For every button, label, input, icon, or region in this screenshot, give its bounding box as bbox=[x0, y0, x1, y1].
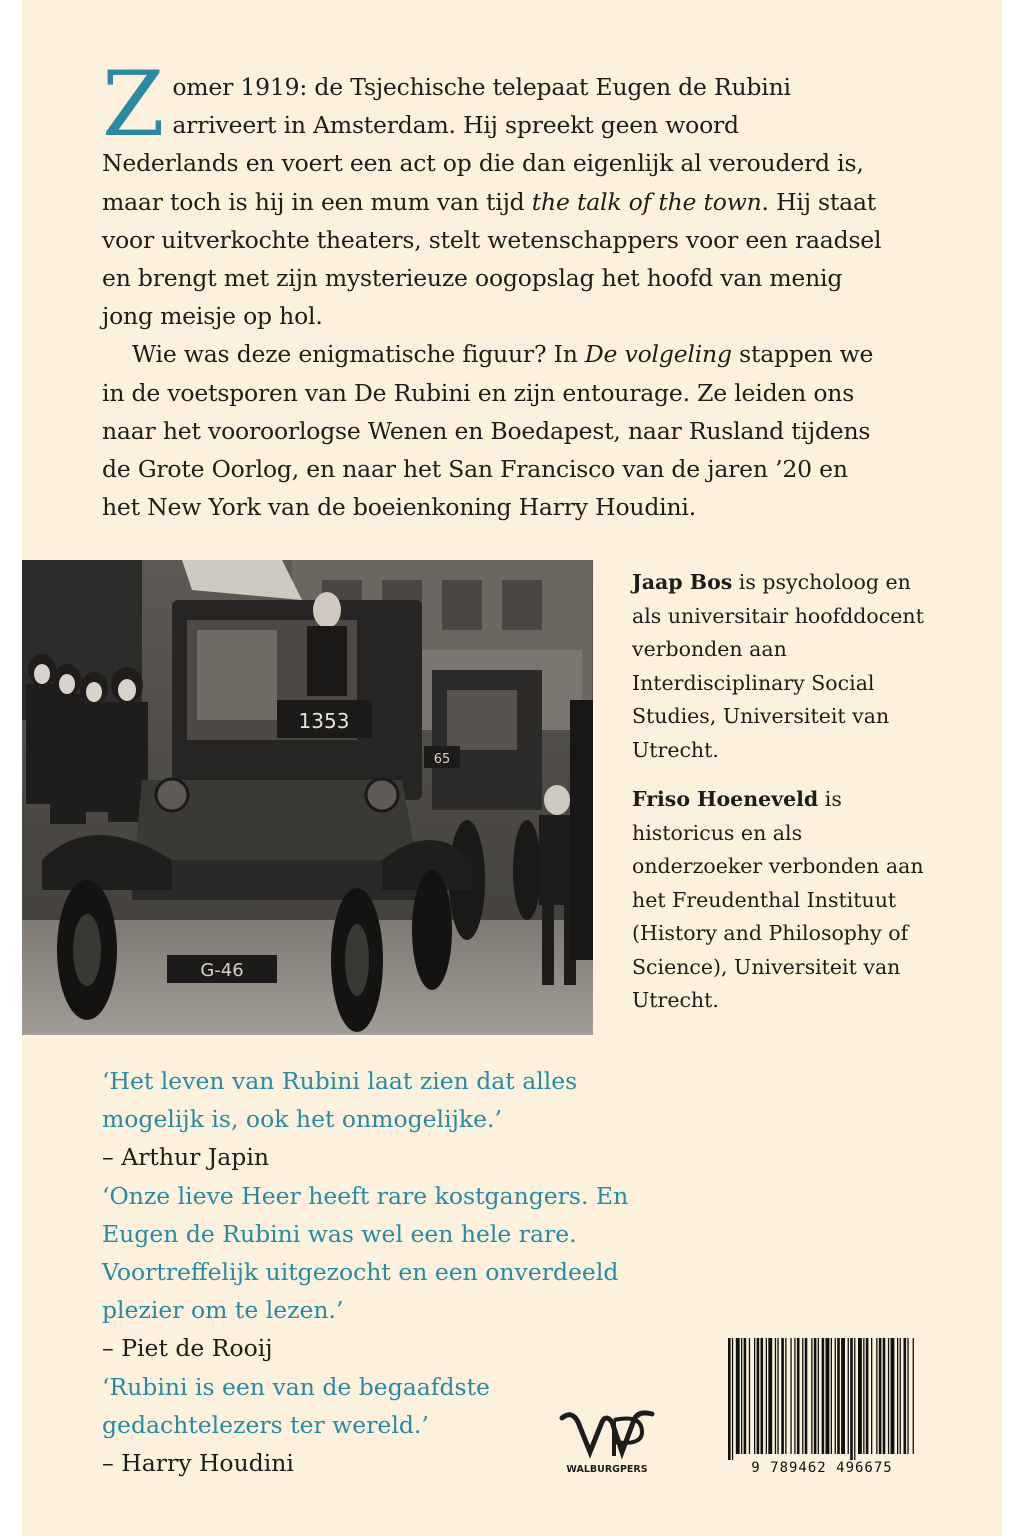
barcode-bar bbox=[897, 1338, 898, 1454]
barcode-bar bbox=[732, 1338, 733, 1460]
quote-text: ‘Onze lieve Heer heeft rare kostgangers. En Eugen de Rubini was wel een hele rare. Voortreffelijk uitgezocht en een onverdeeld plezier om te lezen.’ bbox=[102, 1181, 629, 1325]
barcode-bar bbox=[863, 1338, 864, 1454]
barcode-bar bbox=[837, 1338, 840, 1454]
barcode-bar bbox=[805, 1338, 808, 1454]
barcode-bar bbox=[848, 1338, 849, 1454]
barcode-bar bbox=[850, 1338, 853, 1460]
blurb-paragraph-1: Zomer 1919: de Tsjechische telepaat Eugen de Rubini arriveert in Amsterdam. Hij spreekt geen woord Nederlands en voert een act op die dan eigenlijk al verouderd is, maar toch is hij in een mum van tijd the talk of the town. Hij staat voor uitverkochte theaters, stelt wetenschappers voor een raadsel en brengt met zijn mysterieuze oogopslag het hoofd van menig jong meisje op hol. bbox=[102, 52, 882, 331]
publisher-name: WALBURGPERS bbox=[566, 1464, 648, 1475]
author-bios bbox=[632, 566, 932, 1034]
barcode-bar bbox=[794, 1338, 795, 1454]
blurb-paragraph-2: Wie was deze enigmatische figuur? In De volgeling stappen we in de voetsporen van De Rubini en zijn entourage. Ze leiden ons naar het vooroorlogse Wenen en Boedapest, naar Rusland tijdens de Grote Oorlog, en naar het San Francisco van de jaren ’20 en het New York van de boeienkoning Harry Houdini. bbox=[102, 340, 874, 522]
barcode-bar bbox=[822, 1338, 825, 1454]
barcode-bar bbox=[879, 1338, 882, 1454]
barcode-bar bbox=[866, 1338, 869, 1454]
barcode-bar bbox=[766, 1338, 767, 1454]
barcode-bar bbox=[736, 1338, 740, 1454]
barcode-bar bbox=[781, 1338, 784, 1454]
barcode-bar bbox=[888, 1338, 889, 1454]
barcode-bar bbox=[749, 1338, 750, 1454]
quote-author: – Harry Houdini bbox=[102, 1449, 294, 1478]
barcode-bar bbox=[777, 1338, 778, 1454]
barcode-bar bbox=[818, 1338, 819, 1454]
barcode-bar bbox=[831, 1338, 832, 1454]
blurb bbox=[102, 52, 882, 526]
barcode-bar bbox=[858, 1338, 862, 1454]
barcode-bar bbox=[826, 1338, 830, 1454]
plate-number-bottom: G-46 bbox=[200, 960, 244, 981]
barcode-bar bbox=[835, 1338, 836, 1454]
barcode-bar bbox=[761, 1338, 764, 1454]
plate-number-front: 1353 bbox=[298, 709, 350, 733]
barcode-bar bbox=[741, 1338, 742, 1454]
quote-author: – Piet de Rooij bbox=[102, 1334, 273, 1363]
quote-text: ‘Het leven van Rubini laat zien dat alles mogelijk is, ook het onmogelijke.’ bbox=[102, 1067, 578, 1134]
barcode-bar bbox=[814, 1338, 817, 1454]
quote-text: ‘Rubini is een van de begaafdste gedachtelezers ter wereld.’ bbox=[102, 1372, 490, 1439]
quote-author: – Arthur Japin bbox=[102, 1143, 269, 1172]
barcode-bar bbox=[900, 1338, 901, 1454]
isbn-number: 9 789462 496675 bbox=[751, 1460, 893, 1476]
barcode-bar bbox=[871, 1338, 872, 1454]
author-bio: Friso Hoeneveld is historicus en als onderzoeker verbonden aan het Freudenthal Instituut (History and Philosophy of Science), Universiteit van Utrecht. bbox=[632, 787, 924, 1012]
barcode-bar bbox=[854, 1338, 855, 1460]
author-bio: Jaap Bos is psycholoog en als universitair hoofddocent verbonden aan Interdisciplinary Social Studies, Universiteit van Utrecht. bbox=[632, 570, 924, 762]
historic-car-photo bbox=[22, 560, 593, 1035]
barcode-bar bbox=[744, 1338, 747, 1454]
plate-number-side: 65 bbox=[433, 752, 451, 767]
barcode-bar bbox=[790, 1338, 791, 1454]
barcode-bar bbox=[754, 1338, 755, 1454]
barcode-bar bbox=[775, 1338, 776, 1454]
barcode-bar bbox=[757, 1338, 760, 1454]
book-back-cover bbox=[22, 0, 1002, 1536]
barcode-bar bbox=[913, 1338, 914, 1454]
barcode-bar bbox=[728, 1338, 731, 1460]
barcode-bar bbox=[811, 1338, 812, 1454]
barcode-bar bbox=[876, 1338, 877, 1454]
barcode-bar bbox=[802, 1338, 803, 1454]
barcode-bar bbox=[768, 1338, 772, 1454]
barcode-bar bbox=[841, 1338, 845, 1454]
barcode-bar bbox=[785, 1338, 786, 1454]
barcode-bar bbox=[904, 1338, 907, 1454]
barcode-bar bbox=[907, 1338, 908, 1454]
isbn-barcode bbox=[722, 1338, 922, 1478]
barcode-bar bbox=[797, 1338, 800, 1454]
barcode-bar bbox=[883, 1338, 886, 1454]
drop-cap: Z bbox=[102, 52, 165, 157]
publisher-logo bbox=[552, 1400, 662, 1480]
barcode-bar bbox=[891, 1338, 895, 1454]
